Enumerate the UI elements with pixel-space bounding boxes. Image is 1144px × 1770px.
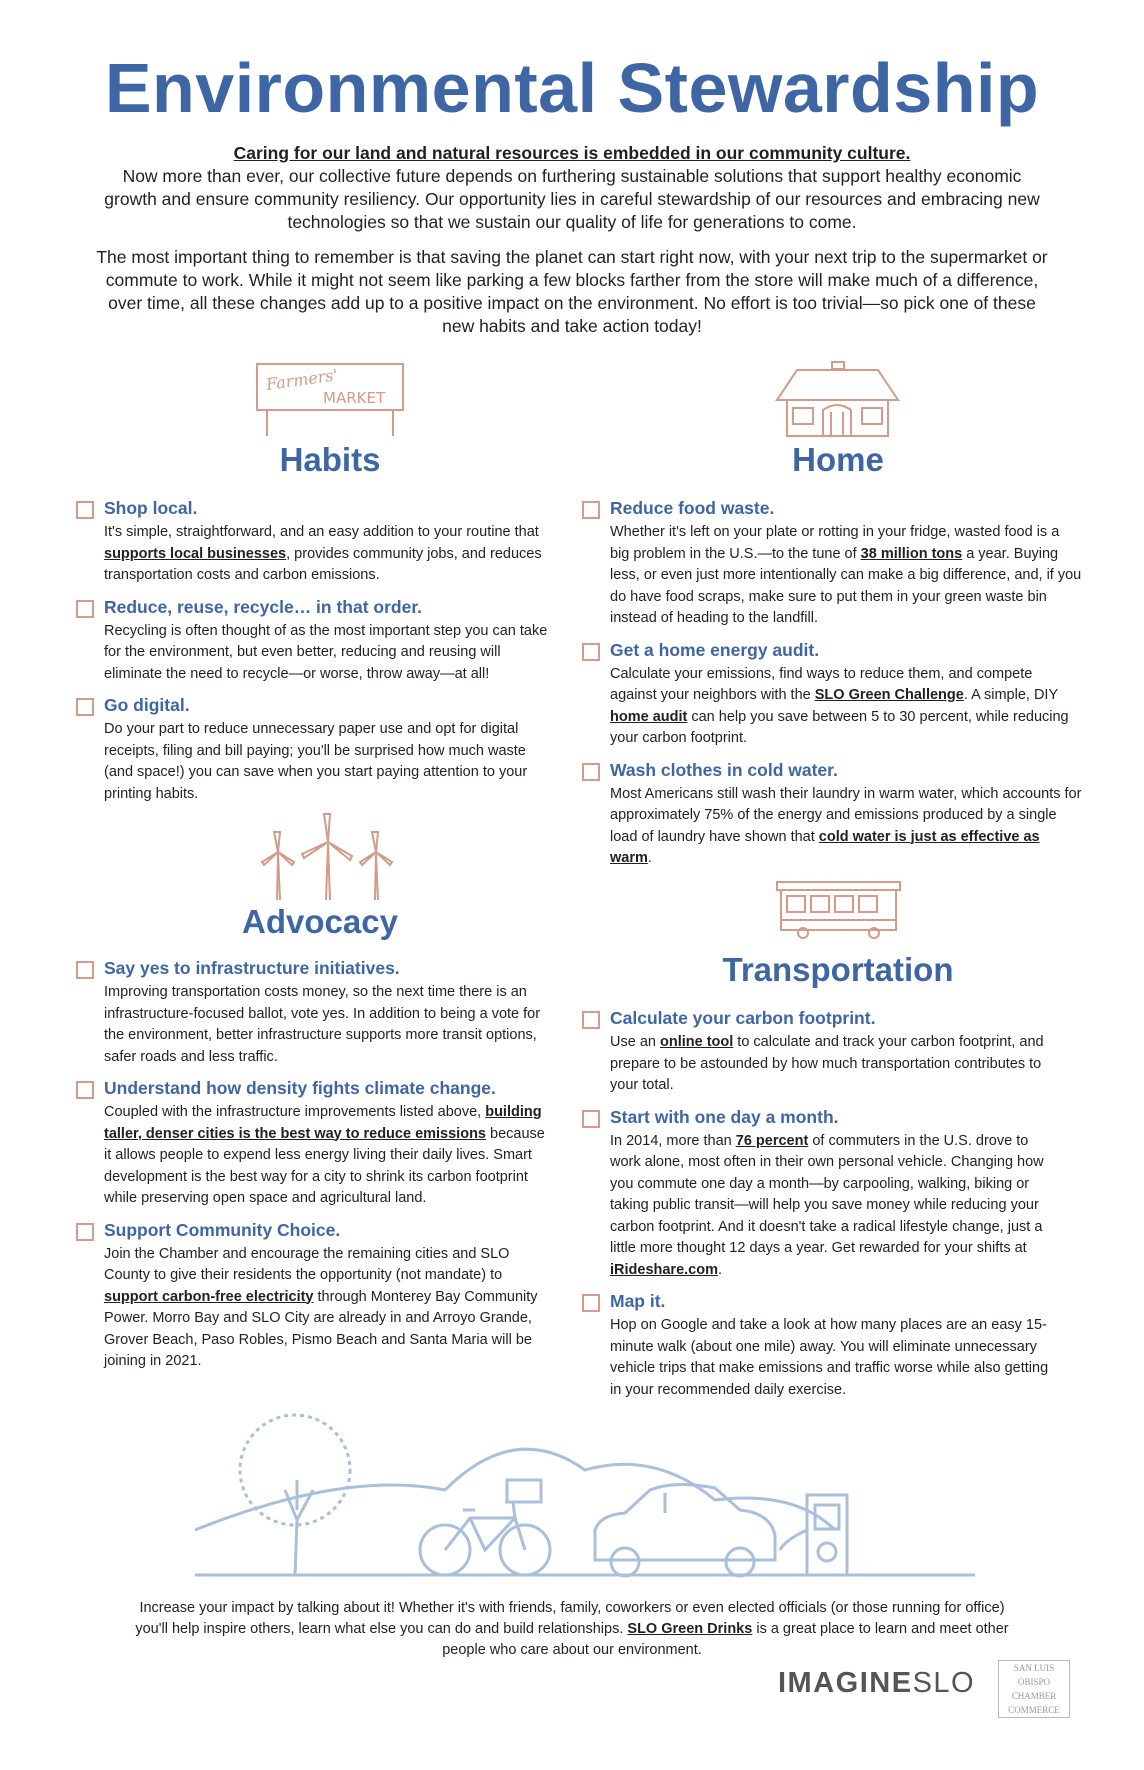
checklist-item-energy-audit <box>582 640 1082 750</box>
item-text: Hop on Google and take a look at how many places are an easy 15-minute walk (about one mile) away. You will eliminate unnecessary vehicle trips that make emissions and traffic worse while also getting in your recommended daily exercise. <box>610 1317 1049 1398</box>
item-text <box>610 1032 1062 1097</box>
checklist-item-carbon-footprint <box>582 1008 1062 1097</box>
landscape-illustration <box>195 1410 975 1585</box>
checkbox[interactable] <box>76 698 94 716</box>
wind-turbine-icon <box>258 812 398 902</box>
checkbox[interactable] <box>582 1011 600 1029</box>
text-part: Most Americans still wash their laundry in warm water, which accounts for approximately 75% of the energy and emissions produced by a single load of laundry have shown that <box>610 785 1082 845</box>
checkbox[interactable] <box>582 1110 600 1128</box>
link[interactable]: online tool <box>659 1034 734 1050</box>
text-part: . <box>647 850 652 866</box>
imagine-slo-logo <box>778 1667 975 1700</box>
link[interactable]: SLO Green Challenge <box>814 687 964 703</box>
checklist-item-cold-water <box>582 760 1082 870</box>
chamber-line: COMMERCE <box>1008 1705 1060 1715</box>
habits-column <box>76 498 556 815</box>
item-text: Improving transportation costs money, so the next time there is an infrastructure-focused ballot, vote yes. In addition to being a vote for the environment, better infrastructure supports more transit options, safer roads and less traffic. <box>104 984 541 1065</box>
sign-line1: Farmers' <box>264 365 339 394</box>
advocacy-column <box>76 958 556 1383</box>
checkbox[interactable] <box>582 501 600 519</box>
checkbox[interactable] <box>582 643 600 661</box>
checkbox[interactable] <box>76 600 94 618</box>
link-slo-green-drinks[interactable]: SLO Green Drinks <box>627 1621 753 1637</box>
text-part: Join the Chamber and encourage the remaining cities and SLO County to give their residents the opportunity (not mandate) to <box>104 1245 510 1283</box>
logo-bold: IMAGINE <box>778 1667 913 1699</box>
checkbox[interactable] <box>582 763 600 781</box>
item-title: Support Community Choice. <box>104 1219 341 1240</box>
text-part: Whether it's left on your plate or rotting in your fridge, wasted food is a big problem in the U.S.—to the tune of <box>610 524 1060 562</box>
link[interactable]: support carbon-free electricity <box>104 1288 314 1305</box>
text-part: Use an <box>610 1034 660 1050</box>
chamber-logo <box>998 1660 1070 1718</box>
chamber-line: OBISPO <box>1017 1677 1050 1687</box>
link[interactable]: building taller, denser cities is the best way to reduce emissions <box>104 1104 542 1142</box>
text-part: In 2014, more than <box>610 1132 736 1149</box>
item-title: Map it. <box>610 1291 666 1311</box>
checkbox[interactable] <box>76 961 94 979</box>
item-text <box>610 784 1082 870</box>
checklist-item-map-it <box>582 1291 1062 1401</box>
page-title: Environmental Stewardship <box>104 49 1040 127</box>
transportation-column <box>582 1008 1062 1411</box>
item-text <box>104 522 556 587</box>
item-title: Get a home energy audit. <box>610 639 820 660</box>
text-part: of commuters in the U.S. drove to work alone, most often in their own personal vehicle. Changing how you commute one day a month—by carpooling, walking, biking or taking public transit—will help you save money while reducing your carbon footprint. And it doesn't take a radical lifestyle change, just a little more thought 12 days a year. Get rewarded for your shifts at <box>610 1132 1044 1256</box>
home-column <box>582 498 1082 880</box>
checklist-item-community-choice <box>76 1220 556 1373</box>
intro <box>95 142 1049 350</box>
item-text <box>104 1244 556 1373</box>
footer-text <box>130 1598 1014 1661</box>
text-part: is a great place to learn and meet other people who care about our environment. <box>442 1621 1009 1658</box>
item-text <box>104 1102 556 1210</box>
item-text <box>610 1131 1062 1282</box>
checkbox[interactable] <box>582 1294 600 1312</box>
checklist-item-shop-local <box>76 498 556 587</box>
home-title: Home <box>792 441 884 478</box>
text-part: a year. Buying less, or even just more intentionally can make a big difference, and, if you do have food scraps, make sure to put them in your green waste bin instead of heading to the landfill. <box>610 545 1082 626</box>
intro-lead: Caring for our land and natural resources is embedded in our community culture. <box>233 143 911 163</box>
item-text: Do your part to reduce unnecessary paper use and opt for digital receipts, filing and bill paying; you'll be surprised how much waste (and space!) you can save when you start paying attention to your printing habits. <box>104 721 528 802</box>
link[interactable]: home audit <box>610 708 688 725</box>
checklist-item-infrastructure <box>76 958 556 1068</box>
item-title: Calculate your carbon footprint. <box>610 1008 876 1028</box>
item-text <box>610 664 1082 750</box>
link[interactable]: cold water is just as effective as warm <box>610 828 1040 866</box>
text-part: because it allows people to expend less energy living their daily lives. Smart development is the best way for a city to shrink its carbon footprint while preserving open space and agricultural land. <box>104 1125 545 1206</box>
text-part: to calculate and track your carbon footprint, and prepare to be astounded by how much transportation contributes to your total. <box>610 1034 1044 1093</box>
item-title: Say yes to infrastructure initiatives. <box>104 958 400 978</box>
link[interactable]: iRideshare.com <box>610 1261 718 1278</box>
checklist-item-density <box>76 1078 556 1210</box>
text-part: It's simple, straightforward, and an easy addition to your routine that <box>104 524 539 540</box>
item-title: Reduce, reuse, recycle… in that order. <box>104 596 423 617</box>
habits-title: Habits <box>279 441 381 478</box>
checklist-item-one-day-a-month <box>582 1107 1062 1282</box>
chamber-line: SAN LUIS <box>1013 1663 1055 1673</box>
checklist-item-go-digital <box>76 695 556 805</box>
checklist-item-reduce-reuse <box>76 597 556 686</box>
logo-light: SLO <box>912 1667 976 1699</box>
item-text <box>610 522 1082 630</box>
checkbox[interactable] <box>76 501 94 519</box>
checkbox[interactable] <box>76 1223 94 1241</box>
item-title: Understand how density fights climate change. <box>104 1078 496 1098</box>
item-title: Start with one day a month. <box>610 1106 839 1127</box>
item-title: Shop local. <box>104 498 198 518</box>
item-title: Go digital. <box>104 695 190 715</box>
advocacy-title: Advocacy <box>242 903 398 940</box>
intro-paragraph-1: Now more than ever, our collective future depends on furthering sustainable solutions that support healthy economic growth and ensure community resiliency. Our opportunity lies in careful stewardship of our resources and embracing new technologies so that we sustain our quality of life for generations to come. <box>104 166 1040 232</box>
item-title: Reduce food waste. <box>610 498 775 518</box>
link[interactable]: 38 million tons <box>860 545 963 562</box>
sign-line2: MARKET <box>323 389 386 407</box>
text-part: . A simple, DIY <box>963 687 1058 703</box>
transportation-title: Transportation <box>722 951 954 988</box>
text-part: , provides community jobs, and reduces transportation costs and carbon emissions. <box>104 545 542 583</box>
text-part: can help you save between 5 to 30 percent, while reducing your carbon footprint. <box>610 708 1069 746</box>
house-icon <box>775 360 900 438</box>
checklist-item-food-waste <box>582 498 1082 630</box>
item-title: Wash clothes in cold water. <box>610 759 838 780</box>
text-part: . <box>718 1261 723 1278</box>
link[interactable]: 76 percent <box>735 1132 809 1149</box>
text-part: Increase your impact by talking about it! Whether it's with friends, family, coworkers or even elected officials (or those running for office) you'll help inspire others, learn what else you can do and build relationships. <box>135 1600 1005 1637</box>
text-part: through Monterey Bay Community Power. Morro Bay and SLO City are already in and Arroyo Grande, Grover Beach, Paso Robles, Pismo Beach and Santa Maria will be joining in 2021. <box>104 1288 538 1369</box>
text-part: Coupled with the infrastructure improvements listed above, <box>104 1104 486 1120</box>
trolley-icon <box>775 880 902 940</box>
text-part: Calculate your emissions, find ways to reduce them, and compete against your neighbors with the <box>610 665 1033 703</box>
chamber-line: CHAMBER <box>1011 1691 1057 1701</box>
farmers-market-sign-icon <box>255 362 405 437</box>
checkbox[interactable] <box>76 1081 94 1099</box>
item-text: Recycling is often thought of as the most important step you can take for the environment, but even better, reducing and reusing will eliminate the need to recycle—or worse, throw away—at all! <box>104 622 548 682</box>
link[interactable]: supports local businesses <box>104 545 287 562</box>
intro-paragraph-2: The most important thing to remember is that saving the planet can start right now, with your next trip to the supermarket or commute to work. While it might not seem like parking a few blocks farther from the store will make much of a difference, over time, all these changes add up to a positive impact on the environment. No effort is too trivial—so pick one of these new habits and take action today! <box>96 247 1048 336</box>
